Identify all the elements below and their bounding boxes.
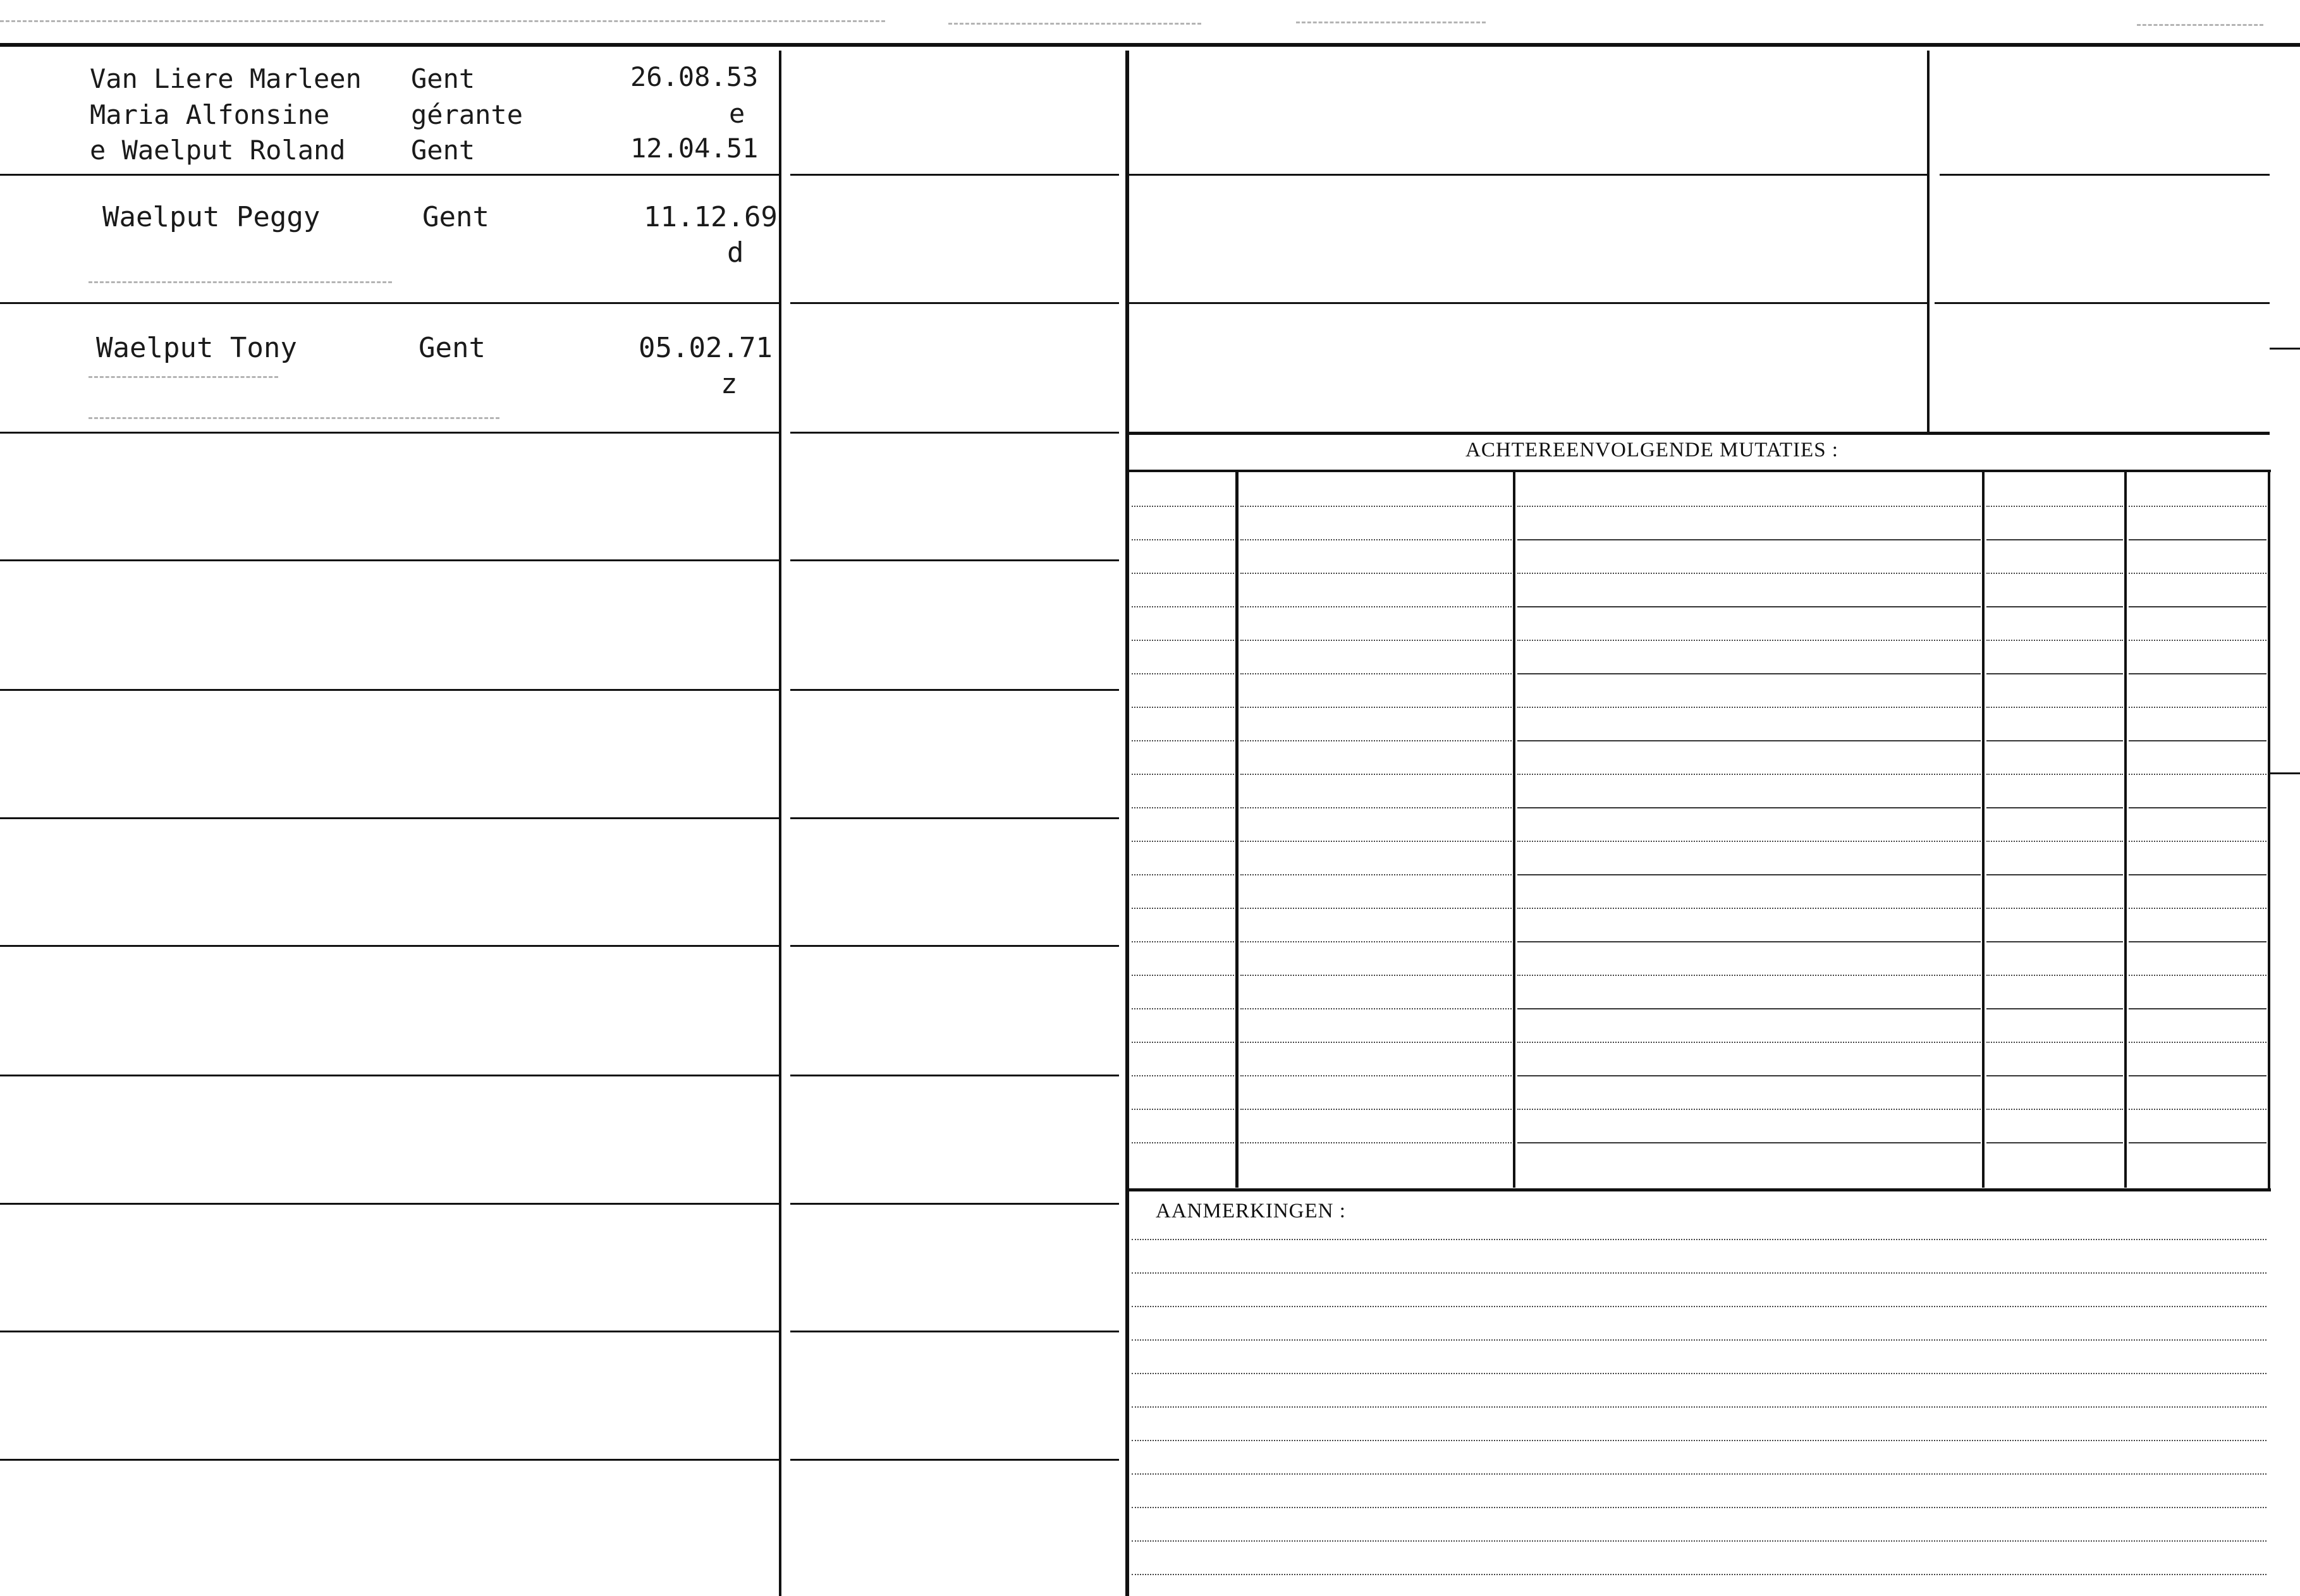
- ruled-line: [1517, 1042, 1981, 1043]
- ruled-line: [1240, 707, 1512, 708]
- ruled-line: [1132, 975, 1234, 976]
- ruled-line: [1132, 1507, 2266, 1508]
- ruled-line: [1517, 941, 1981, 942]
- ruled-line: [1132, 941, 1234, 942]
- record-place: Gent: [422, 201, 489, 233]
- ruled-line: [2129, 774, 2266, 775]
- ruled-line: [1132, 573, 1234, 574]
- ruled-line: [1132, 1373, 2266, 1374]
- ruled-line: [1132, 1540, 2266, 1542]
- ruled-line: [2129, 941, 2266, 942]
- ruled-line: [1986, 908, 2123, 909]
- ruled-line: [1240, 908, 1512, 909]
- ruled-line: [1986, 740, 2123, 741]
- mutations-title: ACHTEREENVOLGENDE MUTATIES :: [1465, 439, 1838, 461]
- ruled-line: [1240, 573, 1512, 574]
- ruled-line: [1240, 1075, 1512, 1076]
- ruled-line: [1132, 1440, 2266, 1441]
- ruled-line: [2129, 1042, 2266, 1043]
- ruled-line: [1240, 807, 1512, 808]
- ruled-line: [2129, 640, 2266, 641]
- ruled-line: [2129, 975, 2266, 976]
- top-rule: [0, 43, 2300, 47]
- ruled-line: [2129, 1142, 2266, 1143]
- ruled-line: [1240, 539, 1512, 540]
- ruled-line: [2129, 673, 2266, 674]
- ruled-line: [1986, 673, 2123, 674]
- ruled-line: [1517, 673, 1981, 674]
- ruled-line: [1240, 1142, 1512, 1143]
- ruled-line: [1517, 707, 1981, 708]
- ruled-line: [1132, 1406, 2266, 1408]
- ruled-line: [1132, 740, 1234, 741]
- ruled-line: [1240, 874, 1512, 875]
- ruled-line: [1132, 874, 1234, 875]
- ruled-line: [2129, 539, 2266, 540]
- ruled-line: [2129, 506, 2266, 507]
- ruled-line: [1517, 606, 1981, 607]
- record-date: 12.04.51: [630, 133, 759, 164]
- record-place: Gent: [419, 332, 486, 364]
- ruled-line: [1517, 874, 1981, 875]
- ruled-line: [1240, 606, 1512, 607]
- ruled-line: [1132, 1075, 1234, 1076]
- ruled-line: [1240, 1042, 1512, 1043]
- record-date-letter: e: [729, 98, 745, 129]
- ruled-line: [1132, 640, 1234, 641]
- ruled-line: [2129, 606, 2266, 607]
- ruled-line: [1986, 573, 2123, 574]
- ruled-line: [2129, 1075, 2266, 1076]
- ruled-line: [1517, 1142, 1981, 1143]
- ruled-line: [2129, 740, 2266, 741]
- record-name: Waelput Tony: [96, 332, 297, 364]
- ruled-line: [1132, 707, 1234, 708]
- ruled-line: [1132, 908, 1234, 909]
- ruled-line: [1517, 640, 1981, 641]
- ruled-line: [1132, 1239, 2266, 1240]
- ruled-line: [1517, 1075, 1981, 1076]
- record-date: 26.08.53: [630, 61, 759, 92]
- ruled-line: [1132, 1008, 1234, 1009]
- ruled-line: [1517, 740, 1981, 741]
- ruled-line: [2129, 807, 2266, 808]
- ruled-line: [1517, 1008, 1981, 1009]
- record-place: Gent: [411, 63, 475, 94]
- ruled-line: [2129, 707, 2266, 708]
- record-name: Waelput Peggy: [102, 201, 321, 233]
- ruled-line: [1132, 1042, 1234, 1043]
- ruled-line: [1132, 807, 1234, 808]
- ruled-line: [1986, 1142, 2123, 1143]
- ruled-line: [1986, 506, 2123, 507]
- ruled-line: [1240, 673, 1512, 674]
- ruled-line: [1132, 1574, 2266, 1575]
- ruled-line: [1986, 707, 2123, 708]
- ruled-line: [1517, 975, 1981, 976]
- ruled-line: [1986, 975, 2123, 976]
- ruled-line: [1517, 807, 1981, 808]
- ruled-line: [1132, 506, 1234, 507]
- ruled-line: [1517, 539, 1981, 540]
- record-name: Van Liere Marleen: [90, 63, 362, 94]
- ruled-line: [1240, 1008, 1512, 1009]
- record-place: gérante: [411, 99, 523, 130]
- ruled-line: [1517, 1109, 1981, 1110]
- ruled-line: [1240, 740, 1512, 741]
- ruled-line: [2129, 1008, 2266, 1009]
- ruled-line: [1517, 908, 1981, 909]
- record-date: 05.02.71: [639, 332, 773, 364]
- ruled-line: [1986, 1008, 2123, 1009]
- ruled-line: [1986, 1042, 2123, 1043]
- ruled-line: [2129, 874, 2266, 875]
- faded-text: [89, 281, 392, 286]
- ruled-line: [1240, 941, 1512, 942]
- ruled-line: [1132, 1306, 2266, 1307]
- ruled-line: [1240, 506, 1512, 507]
- ruled-line: [1240, 640, 1512, 641]
- ruled-line: [1986, 1109, 2123, 1110]
- ruled-line: [1986, 841, 2123, 842]
- record-date-letter: d: [727, 236, 744, 269]
- record-date: 11.12.69: [644, 201, 778, 233]
- ruled-line: [1986, 874, 2123, 875]
- ruled-line: [2129, 841, 2266, 842]
- ruled-line: [1132, 606, 1234, 607]
- ruled-line: [1517, 841, 1981, 842]
- ruled-line: [1986, 606, 2123, 607]
- ruled-line: [1517, 774, 1981, 775]
- ruled-line: [1132, 673, 1234, 674]
- ruled-line: [1240, 841, 1512, 842]
- ruled-line: [1240, 975, 1512, 976]
- ruled-line: [1132, 539, 1234, 540]
- record-name: e Waelput Roland: [90, 135, 346, 166]
- ruled-line: [1986, 1075, 2123, 1076]
- ruled-line: [1986, 807, 2123, 808]
- ruled-line: [1986, 640, 2123, 641]
- remarks-title: AANMERKINGEN :: [1156, 1200, 1346, 1222]
- ruled-line: [1240, 1109, 1512, 1110]
- ruled-line: [1132, 1142, 1234, 1143]
- ruled-line: [2129, 573, 2266, 574]
- record-place: Gent: [411, 135, 475, 166]
- ruled-line: [1132, 774, 1234, 775]
- ruled-line: [1240, 774, 1512, 775]
- ruled-line: [1986, 774, 2123, 775]
- ruled-line: [1132, 1272, 2266, 1274]
- ruled-line: [1986, 941, 2123, 942]
- faded-text: [89, 376, 278, 381]
- ruled-line: [1132, 841, 1234, 842]
- ruled-line: [1132, 1109, 1234, 1110]
- ruled-line: [2129, 908, 2266, 909]
- ruled-line: [1517, 506, 1981, 507]
- ruled-line: [1986, 539, 2123, 540]
- ruled-line: [1132, 1339, 2266, 1341]
- ruled-line: [1132, 1473, 2266, 1475]
- faded-text: [89, 417, 499, 422]
- ruled-line: [2129, 1109, 2266, 1110]
- record-date-letter: z: [721, 368, 738, 400]
- ruled-line: [1517, 573, 1981, 574]
- record-name: Maria Alfonsine: [90, 99, 330, 130]
